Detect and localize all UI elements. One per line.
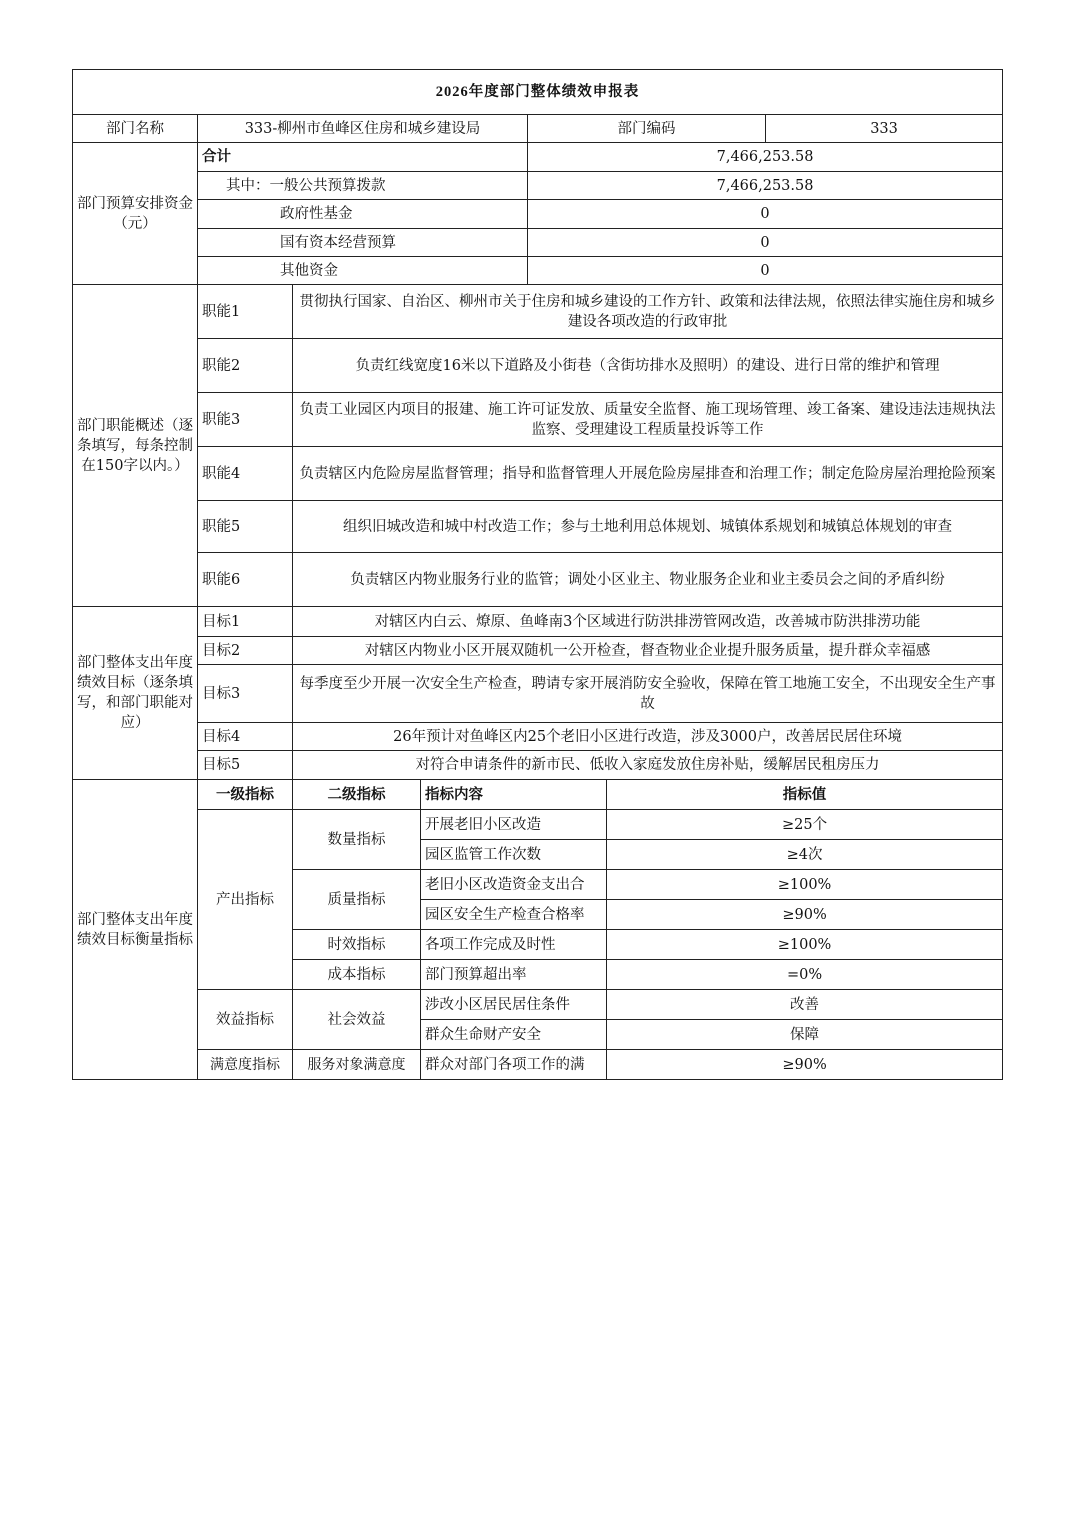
function-text: 负责辖区内危险房屋监督管理；指导和监督管理人开展危险房屋排查和治理工作；制定危险房屋治理抢险预案 (293, 447, 1003, 501)
budget-row-name: 其中：一般公共预算拨款 (198, 172, 528, 200)
indicator-content: 园区监管工作次数 (421, 840, 607, 870)
dept-name-label: 部门名称 (73, 115, 198, 143)
budget-row-value: 0 (528, 257, 1003, 285)
indicator-header-level1: 一级指标 (198, 780, 293, 810)
indicator-content: 部门预算超出率 (421, 960, 607, 990)
budget-row-value: 0 (528, 229, 1003, 257)
indicator-content: 开展老旧小区改造 (421, 810, 607, 840)
indicator-content: 各项工作完成及时性 (421, 930, 607, 960)
function-name: 职能3 (198, 393, 293, 447)
function-text: 贯彻执行国家、自治区、柳州市关于住房和城乡建设的工作方针、政策和法律法规，依照法律实施住房和城乡建设各项改造的行政审批 (293, 285, 1003, 339)
budget-row-value: 7,466,253.58 (528, 143, 1003, 172)
goal-text: 26年预计对鱼峰区内25个老旧小区进行改造，涉及3000户，改善居民居住环境 (293, 723, 1003, 751)
indicator-value: 保障 (607, 1020, 1003, 1050)
function-name: 职能2 (198, 339, 293, 393)
budget-row-name: 国有资本经营预算 (198, 229, 528, 257)
indicator-level2: 数量指标 (293, 810, 421, 870)
indicator-header-value: 指标值 (607, 780, 1003, 810)
function-text: 负责红线宽度16米以下道路及小街巷（含街坊排水及照明）的建设、进行日常的维护和管理 (293, 339, 1003, 393)
indicator-value: ≥90% (607, 1050, 1003, 1080)
indicator-level1: 满意度指标 (198, 1050, 293, 1080)
function-name: 职能6 (198, 553, 293, 607)
goal-name: 目标5 (198, 751, 293, 780)
function-text: 组织旧城改造和城中村改造工作；参与土地利用总体规划、城镇体系规划和城镇总体规划的审查 (293, 501, 1003, 553)
function-name: 职能5 (198, 501, 293, 553)
indicator-level1: 产出指标 (198, 810, 293, 990)
budget-row-name: 其他资金 (198, 257, 528, 285)
indicators-section-label: 部门整体支出年度绩效目标衡量指标 (73, 780, 198, 1080)
indicator-level2: 服务对象满意度 (293, 1050, 421, 1080)
indicator-value: 改善 (607, 990, 1003, 1020)
indicator-content: 涉改小区居民居住条件 (421, 990, 607, 1020)
goal-name: 目标3 (198, 665, 293, 723)
indicator-level2: 时效指标 (293, 930, 421, 960)
indicator-value: ≥90% (607, 900, 1003, 930)
function-name: 职能1 (198, 285, 293, 339)
goal-name: 目标2 (198, 637, 293, 665)
indicator-level2: 社会效益 (293, 990, 421, 1050)
indicator-level1: 效益指标 (198, 990, 293, 1050)
function-name: 职能4 (198, 447, 293, 501)
functions-section-label: 部门职能概述（逐条填写，每条控制在150字以内。） (73, 285, 198, 607)
goal-name: 目标4 (198, 723, 293, 751)
indicator-content: 园区安全生产检查合格率 (421, 900, 607, 930)
indicator-header-content: 指标内容 (421, 780, 607, 810)
budget-row-value: 7,466,253.58 (528, 172, 1003, 200)
budget-section-label: 部门预算安排资金（元） (73, 143, 198, 285)
indicator-value: =0% (607, 960, 1003, 990)
budget-row-name: 合计 (198, 143, 528, 172)
indicator-value: ≥100% (607, 870, 1003, 900)
dept-code-value: 333 (766, 115, 1003, 143)
indicator-content: 群众生命财产安全 (421, 1020, 607, 1050)
goal-text: 对符合申请条件的新市民、低收入家庭发放住房补贴，缓解居民租房压力 (293, 751, 1003, 780)
goal-text: 对辖区内白云、燎原、鱼峰南3个区域进行防洪排涝管网改造，改善城市防洪排涝功能 (293, 607, 1003, 637)
indicator-level2: 成本指标 (293, 960, 421, 990)
indicator-content: 老旧小区改造资金支出合 (421, 870, 607, 900)
budget-row-name: 政府性基金 (198, 200, 528, 229)
performance-form-table (72, 69, 1003, 1080)
indicator-content: 群众对部门各项工作的满 (421, 1050, 607, 1080)
function-text: 负责辖区内物业服务行业的监管；调处小区业主、物业服务企业和业主委员会之间的矛盾纠纷 (293, 553, 1003, 607)
goal-text: 每季度至少开展一次安全生产检查，聘请专家开展消防安全验收，保障在管工地施工安全，不出现安全生产事故 (293, 665, 1003, 723)
budget-row-value: 0 (528, 200, 1003, 229)
goal-name: 目标1 (198, 607, 293, 637)
dept-code-label: 部门编码 (528, 115, 766, 143)
indicator-header-level2: 二级指标 (293, 780, 421, 810)
indicator-value: ≥25个 (607, 810, 1003, 840)
goals-section-label: 部门整体支出年度绩效目标（逐条填写，和部门职能对应） (73, 607, 198, 780)
dept-name-value: 333-柳州市鱼峰区住房和城乡建设局 (198, 115, 528, 143)
goal-text: 对辖区内物业小区开展双随机一公开检查，督查物业企业提升服务质量，提升群众幸福感 (293, 637, 1003, 665)
page-title: 2026年度部门整体绩效申报表 (73, 70, 1003, 115)
indicator-value: ≥4次 (607, 840, 1003, 870)
indicator-value: ≥100% (607, 930, 1003, 960)
function-text: 负责工业园区内项目的报建、施工许可证发放、质量安全监督、施工现场管理、竣工备案、建设违法违规执法监察、受理建设工程质量投诉等工作 (293, 393, 1003, 447)
indicator-level2: 质量指标 (293, 870, 421, 930)
